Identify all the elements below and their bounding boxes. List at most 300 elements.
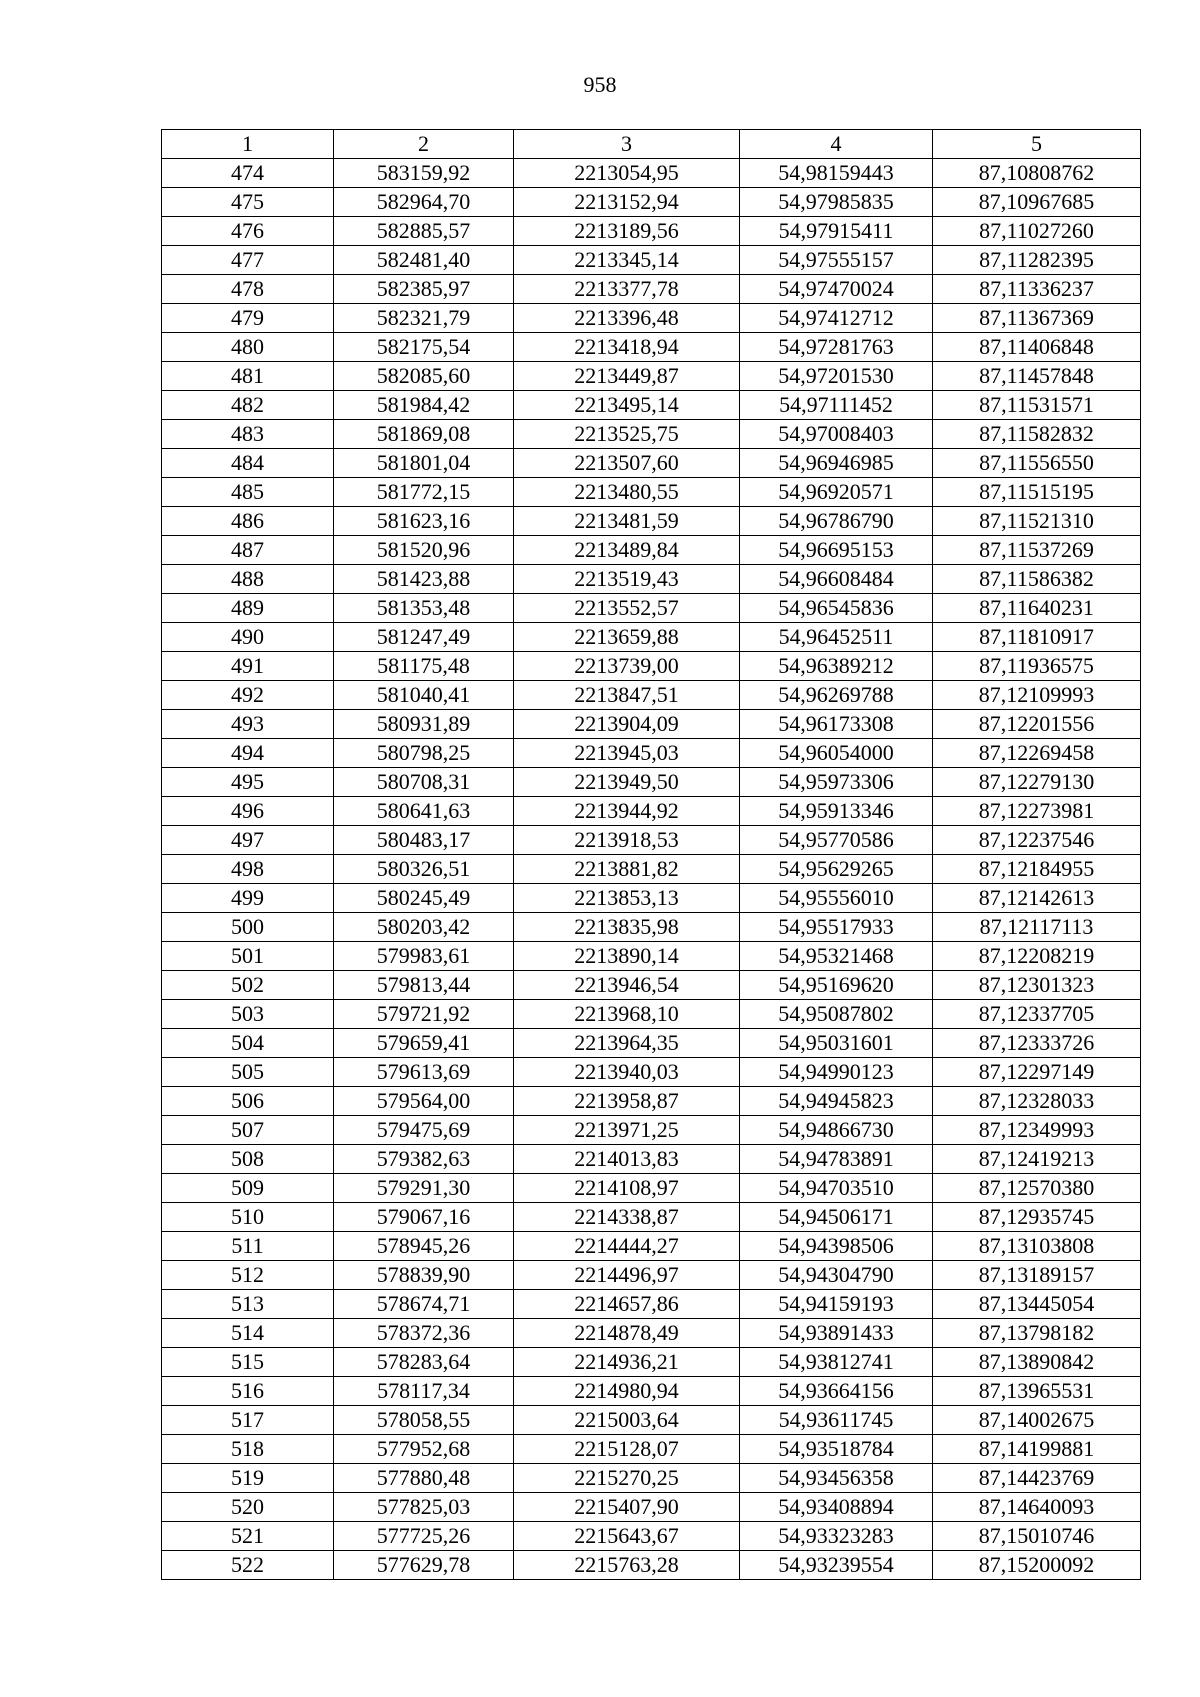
header-cell-5: 5 <box>933 130 1141 159</box>
table-row <box>162 942 1141 971</box>
table-row <box>162 391 1141 420</box>
x-coordinate-cell: 581040,41 <box>334 681 514 710</box>
x-coordinate-cell: 581801,04 <box>334 449 514 478</box>
latitude-cell: 54,95629265 <box>740 855 933 884</box>
y-coordinate-cell: 2214878,49 <box>514 1319 740 1348</box>
point-number-cell: 511 <box>162 1232 334 1261</box>
longitude-cell: 87,12349993 <box>933 1116 1141 1145</box>
y-coordinate-cell: 2214980,94 <box>514 1377 740 1406</box>
y-coordinate-cell: 2215643,67 <box>514 1522 740 1551</box>
latitude-cell: 54,97111452 <box>740 391 933 420</box>
table-row <box>162 1319 1141 1348</box>
longitude-cell: 87,13103808 <box>933 1232 1141 1261</box>
table-row <box>162 275 1141 304</box>
table-row <box>162 478 1141 507</box>
y-coordinate-cell: 2213519,43 <box>514 565 740 594</box>
table-header <box>162 130 1141 159</box>
latitude-cell: 54,95556010 <box>740 884 933 913</box>
longitude-cell: 87,14199881 <box>933 1435 1141 1464</box>
longitude-cell: 87,12237546 <box>933 826 1141 855</box>
table-row <box>162 1435 1141 1464</box>
y-coordinate-cell: 2213853,13 <box>514 884 740 913</box>
header-cell-4: 4 <box>740 130 933 159</box>
point-number-cell: 513 <box>162 1290 334 1319</box>
table-row <box>162 623 1141 652</box>
table-row <box>162 507 1141 536</box>
table-row <box>162 884 1141 913</box>
y-coordinate-cell: 2215270,25 <box>514 1464 740 1493</box>
longitude-cell: 87,13890842 <box>933 1348 1141 1377</box>
point-number-cell: 517 <box>162 1406 334 1435</box>
x-coordinate-cell: 579813,44 <box>334 971 514 1000</box>
longitude-cell: 87,11582832 <box>933 420 1141 449</box>
x-coordinate-cell: 580483,17 <box>334 826 514 855</box>
table-row <box>162 971 1141 1000</box>
longitude-cell: 87,12570380 <box>933 1174 1141 1203</box>
latitude-cell: 54,94304790 <box>740 1261 933 1290</box>
latitude-cell: 54,94398506 <box>740 1232 933 1261</box>
latitude-cell: 54,96786790 <box>740 507 933 536</box>
table-row <box>162 217 1141 246</box>
table-row <box>162 333 1141 362</box>
latitude-cell: 54,96389212 <box>740 652 933 681</box>
point-number-cell: 484 <box>162 449 334 478</box>
latitude-cell: 54,93239554 <box>740 1551 933 1580</box>
latitude-cell: 54,95913346 <box>740 797 933 826</box>
longitude-cell: 87,12419213 <box>933 1145 1141 1174</box>
y-coordinate-cell: 2214657,86 <box>514 1290 740 1319</box>
coordinates-table <box>161 129 1141 1580</box>
longitude-cell: 87,15200092 <box>933 1551 1141 1580</box>
latitude-cell: 54,97281763 <box>740 333 933 362</box>
longitude-cell: 87,11457848 <box>933 362 1141 391</box>
y-coordinate-cell: 2214108,97 <box>514 1174 740 1203</box>
x-coordinate-cell: 578945,26 <box>334 1232 514 1261</box>
point-number-cell: 491 <box>162 652 334 681</box>
x-coordinate-cell: 577880,48 <box>334 1464 514 1493</box>
latitude-cell: 54,97555157 <box>740 246 933 275</box>
x-coordinate-cell: 580798,25 <box>334 739 514 768</box>
latitude-cell: 54,93664156 <box>740 1377 933 1406</box>
table-row <box>162 1145 1141 1174</box>
table-row <box>162 913 1141 942</box>
longitude-cell: 87,12328033 <box>933 1087 1141 1116</box>
y-coordinate-cell: 2213489,84 <box>514 536 740 565</box>
x-coordinate-cell: 581353,48 <box>334 594 514 623</box>
y-coordinate-cell: 2214936,21 <box>514 1348 740 1377</box>
longitude-cell: 87,12935745 <box>933 1203 1141 1232</box>
longitude-cell: 87,12279130 <box>933 768 1141 797</box>
point-number-cell: 485 <box>162 478 334 507</box>
x-coordinate-cell: 580326,51 <box>334 855 514 884</box>
point-number-cell: 519 <box>162 1464 334 1493</box>
longitude-cell: 87,12297149 <box>933 1058 1141 1087</box>
y-coordinate-cell: 2213968,10 <box>514 1000 740 1029</box>
longitude-cell: 87,11367369 <box>933 304 1141 333</box>
y-coordinate-cell: 2213918,53 <box>514 826 740 855</box>
y-coordinate-cell: 2213946,54 <box>514 971 740 1000</box>
longitude-cell: 87,13965531 <box>933 1377 1141 1406</box>
latitude-cell: 54,93408894 <box>740 1493 933 1522</box>
latitude-cell: 54,94506171 <box>740 1203 933 1232</box>
table-row <box>162 1493 1141 1522</box>
longitude-cell: 87,12208219 <box>933 942 1141 971</box>
point-number-cell: 512 <box>162 1261 334 1290</box>
latitude-cell: 54,96946985 <box>740 449 933 478</box>
longitude-cell: 87,11027260 <box>933 217 1141 246</box>
x-coordinate-cell: 578117,34 <box>334 1377 514 1406</box>
latitude-cell: 54,97008403 <box>740 420 933 449</box>
y-coordinate-cell: 2213881,82 <box>514 855 740 884</box>
latitude-cell: 54,94783891 <box>740 1145 933 1174</box>
point-number-cell: 522 <box>162 1551 334 1580</box>
latitude-cell: 54,97470024 <box>740 275 933 304</box>
latitude-cell: 54,97915411 <box>740 217 933 246</box>
latitude-cell: 54,95770586 <box>740 826 933 855</box>
table-row <box>162 1551 1141 1580</box>
x-coordinate-cell: 582321,79 <box>334 304 514 333</box>
point-number-cell: 477 <box>162 246 334 275</box>
x-coordinate-cell: 580708,31 <box>334 768 514 797</box>
latitude-cell: 54,95169620 <box>740 971 933 1000</box>
x-coordinate-cell: 581247,49 <box>334 623 514 652</box>
y-coordinate-cell: 2213945,03 <box>514 739 740 768</box>
header-cell-1: 1 <box>162 130 334 159</box>
longitude-cell: 87,12184955 <box>933 855 1141 884</box>
y-coordinate-cell: 2213481,59 <box>514 507 740 536</box>
point-number-cell: 479 <box>162 304 334 333</box>
y-coordinate-cell: 2213971,25 <box>514 1116 740 1145</box>
table-row <box>162 594 1141 623</box>
longitude-cell: 87,10967685 <box>933 188 1141 217</box>
longitude-cell: 87,11537269 <box>933 536 1141 565</box>
table-row <box>162 1174 1141 1203</box>
table-row <box>162 710 1141 739</box>
latitude-cell: 54,96695153 <box>740 536 933 565</box>
x-coordinate-cell: 578283,64 <box>334 1348 514 1377</box>
latitude-cell: 54,96608484 <box>740 565 933 594</box>
point-number-cell: 475 <box>162 188 334 217</box>
table-row <box>162 797 1141 826</box>
table-row <box>162 565 1141 594</box>
table-row <box>162 826 1141 855</box>
latitude-cell: 54,96920571 <box>740 478 933 507</box>
longitude-cell: 87,10808762 <box>933 159 1141 188</box>
table-row <box>162 1116 1141 1145</box>
longitude-cell: 87,13189157 <box>933 1261 1141 1290</box>
latitude-cell: 54,93891433 <box>740 1319 933 1348</box>
longitude-cell: 87,11521310 <box>933 507 1141 536</box>
x-coordinate-cell: 581175,48 <box>334 652 514 681</box>
latitude-cell: 54,95031601 <box>740 1029 933 1058</box>
point-number-cell: 476 <box>162 217 334 246</box>
x-coordinate-cell: 579382,63 <box>334 1145 514 1174</box>
point-number-cell: 507 <box>162 1116 334 1145</box>
latitude-cell: 54,96173308 <box>740 710 933 739</box>
latitude-cell: 54,98159443 <box>740 159 933 188</box>
y-coordinate-cell: 2213377,78 <box>514 275 740 304</box>
point-number-cell: 478 <box>162 275 334 304</box>
table-row <box>162 681 1141 710</box>
latitude-cell: 54,94703510 <box>740 1174 933 1203</box>
table-row <box>162 159 1141 188</box>
y-coordinate-cell: 2215003,64 <box>514 1406 740 1435</box>
latitude-cell: 54,97201530 <box>740 362 933 391</box>
table-row <box>162 1203 1141 1232</box>
point-number-cell: 503 <box>162 1000 334 1029</box>
y-coordinate-cell: 2213418,94 <box>514 333 740 362</box>
latitude-cell: 54,93611745 <box>740 1406 933 1435</box>
y-coordinate-cell: 2213189,56 <box>514 217 740 246</box>
point-number-cell: 498 <box>162 855 334 884</box>
point-number-cell: 499 <box>162 884 334 913</box>
table-row <box>162 1087 1141 1116</box>
point-number-cell: 509 <box>162 1174 334 1203</box>
x-coordinate-cell: 578372,36 <box>334 1319 514 1348</box>
longitude-cell: 87,11515195 <box>933 478 1141 507</box>
y-coordinate-cell: 2213944,92 <box>514 797 740 826</box>
y-coordinate-cell: 2213835,98 <box>514 913 740 942</box>
table-row <box>162 1261 1141 1290</box>
table-row <box>162 1290 1141 1319</box>
longitude-cell: 87,13445054 <box>933 1290 1141 1319</box>
longitude-cell: 87,14640093 <box>933 1493 1141 1522</box>
x-coordinate-cell: 579983,61 <box>334 942 514 971</box>
longitude-cell: 87,14423769 <box>933 1464 1141 1493</box>
point-number-cell: 487 <box>162 536 334 565</box>
latitude-cell: 54,96452511 <box>740 623 933 652</box>
point-number-cell: 492 <box>162 681 334 710</box>
longitude-cell: 87,12117113 <box>933 913 1141 942</box>
longitude-cell: 87,12269458 <box>933 739 1141 768</box>
x-coordinate-cell: 581520,96 <box>334 536 514 565</box>
y-coordinate-cell: 2213847,51 <box>514 681 740 710</box>
longitude-cell: 87,12201556 <box>933 710 1141 739</box>
longitude-cell: 87,12333726 <box>933 1029 1141 1058</box>
latitude-cell: 54,95087802 <box>740 1000 933 1029</box>
longitude-cell: 87,11810917 <box>933 623 1141 652</box>
y-coordinate-cell: 2213152,94 <box>514 188 740 217</box>
table-row <box>162 449 1141 478</box>
x-coordinate-cell: 579067,16 <box>334 1203 514 1232</box>
header-cell-2: 2 <box>334 130 514 159</box>
table-row <box>162 246 1141 275</box>
longitude-cell: 87,11336237 <box>933 275 1141 304</box>
longitude-cell: 87,12273981 <box>933 797 1141 826</box>
latitude-cell: 54,97412712 <box>740 304 933 333</box>
y-coordinate-cell: 2215763,28 <box>514 1551 740 1580</box>
table-row <box>162 1464 1141 1493</box>
y-coordinate-cell: 2213659,88 <box>514 623 740 652</box>
y-coordinate-cell: 2213495,14 <box>514 391 740 420</box>
x-coordinate-cell: 578839,90 <box>334 1261 514 1290</box>
point-number-cell: 520 <box>162 1493 334 1522</box>
latitude-cell: 54,93518784 <box>740 1435 933 1464</box>
x-coordinate-cell: 583159,92 <box>334 159 514 188</box>
point-number-cell: 486 <box>162 507 334 536</box>
x-coordinate-cell: 582385,97 <box>334 275 514 304</box>
x-coordinate-cell: 582175,54 <box>334 333 514 362</box>
x-coordinate-cell: 577952,68 <box>334 1435 514 1464</box>
table-row <box>162 188 1141 217</box>
latitude-cell: 54,95973306 <box>740 768 933 797</box>
table-row <box>162 739 1141 768</box>
y-coordinate-cell: 2215128,07 <box>514 1435 740 1464</box>
point-number-cell: 502 <box>162 971 334 1000</box>
table-row <box>162 652 1141 681</box>
longitude-cell: 87,11282395 <box>933 246 1141 275</box>
y-coordinate-cell: 2213739,00 <box>514 652 740 681</box>
table-row <box>162 1029 1141 1058</box>
latitude-cell: 54,97985835 <box>740 188 933 217</box>
longitude-cell: 87,12142613 <box>933 884 1141 913</box>
latitude-cell: 54,94159193 <box>740 1290 933 1319</box>
point-number-cell: 489 <box>162 594 334 623</box>
x-coordinate-cell: 579475,69 <box>334 1116 514 1145</box>
y-coordinate-cell: 2214444,27 <box>514 1232 740 1261</box>
point-number-cell: 510 <box>162 1203 334 1232</box>
point-number-cell: 488 <box>162 565 334 594</box>
point-number-cell: 504 <box>162 1029 334 1058</box>
x-coordinate-cell: 578058,55 <box>334 1406 514 1435</box>
y-coordinate-cell: 2214013,83 <box>514 1145 740 1174</box>
x-coordinate-cell: 577825,03 <box>334 1493 514 1522</box>
point-number-cell: 505 <box>162 1058 334 1087</box>
y-coordinate-cell: 2213054,95 <box>514 159 740 188</box>
longitude-cell: 87,11556550 <box>933 449 1141 478</box>
x-coordinate-cell: 580641,63 <box>334 797 514 826</box>
x-coordinate-cell: 580203,42 <box>334 913 514 942</box>
header-cell-3: 3 <box>514 130 740 159</box>
latitude-cell: 54,94990123 <box>740 1058 933 1087</box>
longitude-cell: 87,11406848 <box>933 333 1141 362</box>
table-row <box>162 1406 1141 1435</box>
y-coordinate-cell: 2213940,03 <box>514 1058 740 1087</box>
point-number-cell: 474 <box>162 159 334 188</box>
y-coordinate-cell: 2214338,87 <box>514 1203 740 1232</box>
table-row <box>162 1000 1141 1029</box>
x-coordinate-cell: 582964,70 <box>334 188 514 217</box>
table-row <box>162 1522 1141 1551</box>
y-coordinate-cell: 2213525,75 <box>514 420 740 449</box>
longitude-cell: 87,14002675 <box>933 1406 1141 1435</box>
y-coordinate-cell: 2213449,87 <box>514 362 740 391</box>
longitude-cell: 87,15010746 <box>933 1522 1141 1551</box>
latitude-cell: 54,93456358 <box>740 1464 933 1493</box>
x-coordinate-cell: 577629,78 <box>334 1551 514 1580</box>
x-coordinate-cell: 581869,08 <box>334 420 514 449</box>
latitude-cell: 54,93812741 <box>740 1348 933 1377</box>
point-number-cell: 506 <box>162 1087 334 1116</box>
x-coordinate-cell: 579613,69 <box>334 1058 514 1087</box>
y-coordinate-cell: 2213904,09 <box>514 710 740 739</box>
longitude-cell: 87,12301323 <box>933 971 1141 1000</box>
x-coordinate-cell: 581772,15 <box>334 478 514 507</box>
latitude-cell: 54,94866730 <box>740 1116 933 1145</box>
table-row <box>162 1232 1141 1261</box>
y-coordinate-cell: 2213890,14 <box>514 942 740 971</box>
y-coordinate-cell: 2214496,97 <box>514 1261 740 1290</box>
y-coordinate-cell: 2215407,90 <box>514 1493 740 1522</box>
x-coordinate-cell: 578674,71 <box>334 1290 514 1319</box>
y-coordinate-cell: 2213958,87 <box>514 1087 740 1116</box>
page-number: 958 <box>583 72 617 97</box>
table-row <box>162 304 1141 333</box>
y-coordinate-cell: 2213507,60 <box>514 449 740 478</box>
point-number-cell: 482 <box>162 391 334 420</box>
point-number-cell: 518 <box>162 1435 334 1464</box>
x-coordinate-cell: 581423,88 <box>334 565 514 594</box>
longitude-cell: 87,11586382 <box>933 565 1141 594</box>
latitude-cell: 54,96545836 <box>740 594 933 623</box>
point-number-cell: 514 <box>162 1319 334 1348</box>
point-number-cell: 483 <box>162 420 334 449</box>
table-row <box>162 1377 1141 1406</box>
latitude-cell: 54,94945823 <box>740 1087 933 1116</box>
table-row <box>162 768 1141 797</box>
table-row <box>162 536 1141 565</box>
x-coordinate-cell: 581623,16 <box>334 507 514 536</box>
latitude-cell: 54,95321468 <box>740 942 933 971</box>
x-coordinate-cell: 579291,30 <box>334 1174 514 1203</box>
x-coordinate-cell: 580245,49 <box>334 884 514 913</box>
point-number-cell: 490 <box>162 623 334 652</box>
y-coordinate-cell: 2213552,57 <box>514 594 740 623</box>
point-number-cell: 496 <box>162 797 334 826</box>
latitude-cell: 54,96269788 <box>740 681 933 710</box>
longitude-cell: 87,11640231 <box>933 594 1141 623</box>
y-coordinate-cell: 2213964,35 <box>514 1029 740 1058</box>
point-number-cell: 521 <box>162 1522 334 1551</box>
point-number-cell: 508 <box>162 1145 334 1174</box>
point-number-cell: 497 <box>162 826 334 855</box>
x-coordinate-cell: 579721,92 <box>334 1000 514 1029</box>
x-coordinate-cell: 580931,89 <box>334 710 514 739</box>
x-coordinate-cell: 579564,00 <box>334 1087 514 1116</box>
x-coordinate-cell: 581984,42 <box>334 391 514 420</box>
table-row <box>162 420 1141 449</box>
y-coordinate-cell: 2213345,14 <box>514 246 740 275</box>
x-coordinate-cell: 577725,26 <box>334 1522 514 1551</box>
latitude-cell: 54,95517933 <box>740 913 933 942</box>
point-number-cell: 481 <box>162 362 334 391</box>
y-coordinate-cell: 2213480,55 <box>514 478 740 507</box>
x-coordinate-cell: 582481,40 <box>334 246 514 275</box>
point-number-cell: 516 <box>162 1377 334 1406</box>
longitude-cell: 87,11531571 <box>933 391 1141 420</box>
point-number-cell: 494 <box>162 739 334 768</box>
point-number-cell: 495 <box>162 768 334 797</box>
point-number-cell: 515 <box>162 1348 334 1377</box>
table-row <box>162 855 1141 884</box>
header-row <box>162 130 1141 159</box>
latitude-cell: 54,93323283 <box>740 1522 933 1551</box>
point-number-cell: 480 <box>162 333 334 362</box>
longitude-cell: 87,13798182 <box>933 1319 1141 1348</box>
table-row <box>162 1348 1141 1377</box>
table-body <box>162 159 1141 1580</box>
point-number-cell: 501 <box>162 942 334 971</box>
latitude-cell: 54,96054000 <box>740 739 933 768</box>
longitude-cell: 87,12109993 <box>933 681 1141 710</box>
y-coordinate-cell: 2213949,50 <box>514 768 740 797</box>
x-coordinate-cell: 582085,60 <box>334 362 514 391</box>
point-number-cell: 500 <box>162 913 334 942</box>
x-coordinate-cell: 579659,41 <box>334 1029 514 1058</box>
table-row <box>162 362 1141 391</box>
table-row <box>162 1058 1141 1087</box>
point-number-cell: 493 <box>162 710 334 739</box>
